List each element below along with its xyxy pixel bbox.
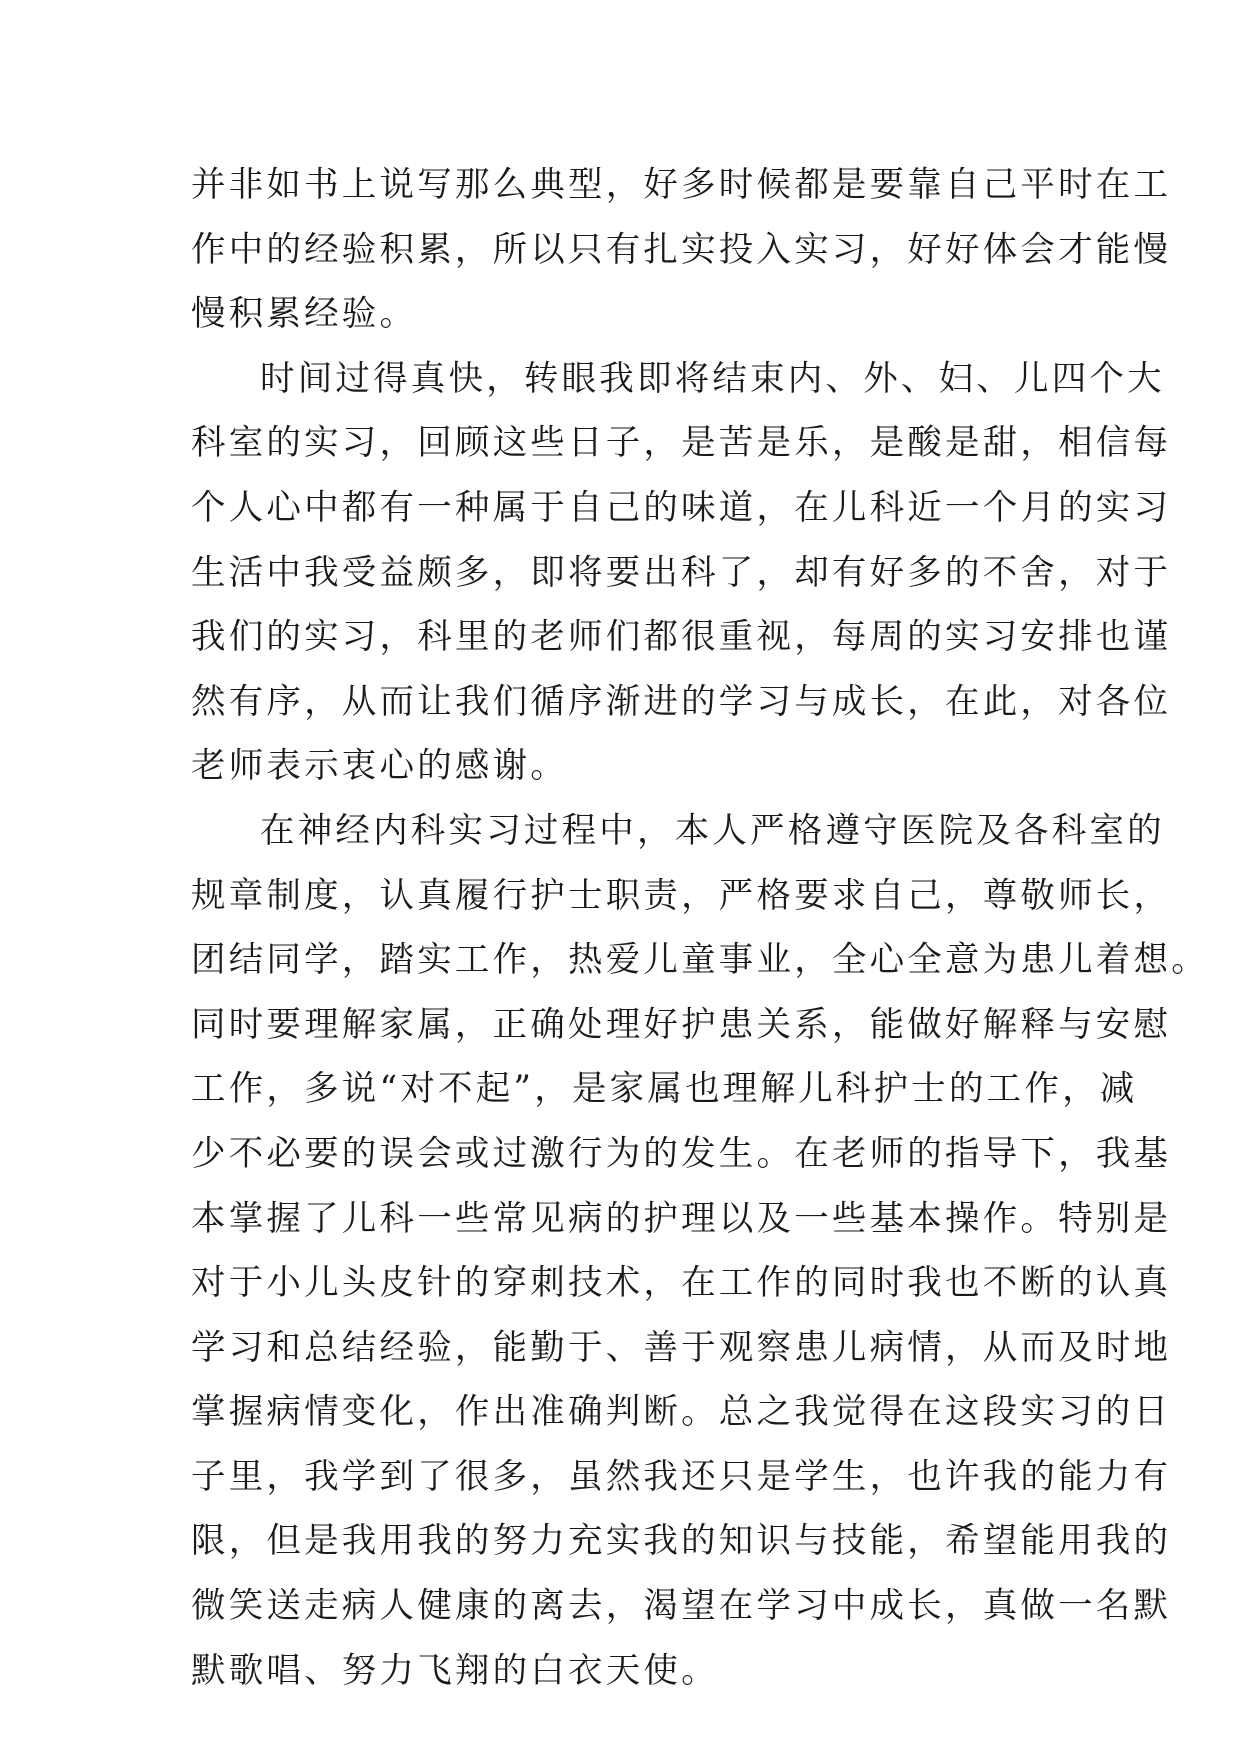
text-line: 老师表示衷心的感谢。 — [191, 746, 568, 787]
text-line: 微笑送走病人健康的离去，渴望在学习中成长，真做一名默 — [191, 1586, 1172, 1627]
text-line: 对于小儿头皮针的穿刺技术，在工作的同时我也不断的认真 — [191, 1263, 1172, 1304]
text-line: 掌握病情变化，作出准确判断。总之我觉得在这段实习的日 — [191, 1392, 1172, 1433]
body-text — [191, 153, 1209, 1703]
text-line: 规章制度，认真履行护士职责，严格要求自己，尊敬师长， — [191, 875, 1172, 916]
text-line: 子里，我学到了很多，虽然我还只是学生，也许我的能力有 — [191, 1456, 1172, 1497]
text-line: 科室的实习，回顾这些日子，是苦是乐，是酸是甜，相信每 — [191, 423, 1172, 464]
text-line: 工作，多说“对不起”，是家属也理解儿科护士的工作，减 — [191, 1069, 1138, 1110]
text-line: 少不必要的误会或过激行为的发生。在老师的指导下，我基 — [191, 1133, 1172, 1174]
text-line: 学习和总结经验，能勤于、善于观察患儿病情，从而及时地 — [191, 1327, 1172, 1368]
text-line: 我们的实习，科里的老师们都很重视，每周的实习安排也谨 — [191, 617, 1172, 658]
text-line: 默歌唱、努力飞翔的白衣天使。 — [191, 1650, 719, 1691]
text-line: 慢积累经验。 — [191, 294, 418, 335]
text-line: 团结同学，踏实工作，热爱儿童事业，全心全意为患儿着想。 — [191, 940, 1209, 981]
paragraph-first-line: 在神经内科实习过程中，本人严格遵守医院及各科室的 — [260, 810, 1165, 851]
text-line: 并非如书上说写那么典型，好多时候都是要靠自己平时在工 — [191, 165, 1172, 205]
text-line: 限，但是我用我的努力充实我的知识与技能，希望能用我的 — [191, 1521, 1172, 1562]
text-line: 作中的经验积累，所以只有扎实投入实习，好好体会才能慢 — [191, 229, 1172, 270]
text-line: 生活中我受益颇多，即将要出科了，却有好多的不舍，对于 — [191, 552, 1172, 593]
paragraph-first-line: 时间过得真快，转眼我即将结束内、外、妇、儿四个大 — [260, 358, 1165, 399]
text-line: 个人心中都有一种属于自己的味道，在儿科近一个月的实习 — [191, 487, 1172, 528]
text-line: 本掌握了儿科一些常见病的护理以及一些基本操作。特别是 — [191, 1198, 1172, 1239]
text-line: 同时要理解家属，正确处理好护患关系，能做好解释与安慰 — [191, 1004, 1172, 1045]
text-line: 然有序，从而让我们循序渐进的学习与成长，在此，对各位 — [191, 681, 1172, 722]
